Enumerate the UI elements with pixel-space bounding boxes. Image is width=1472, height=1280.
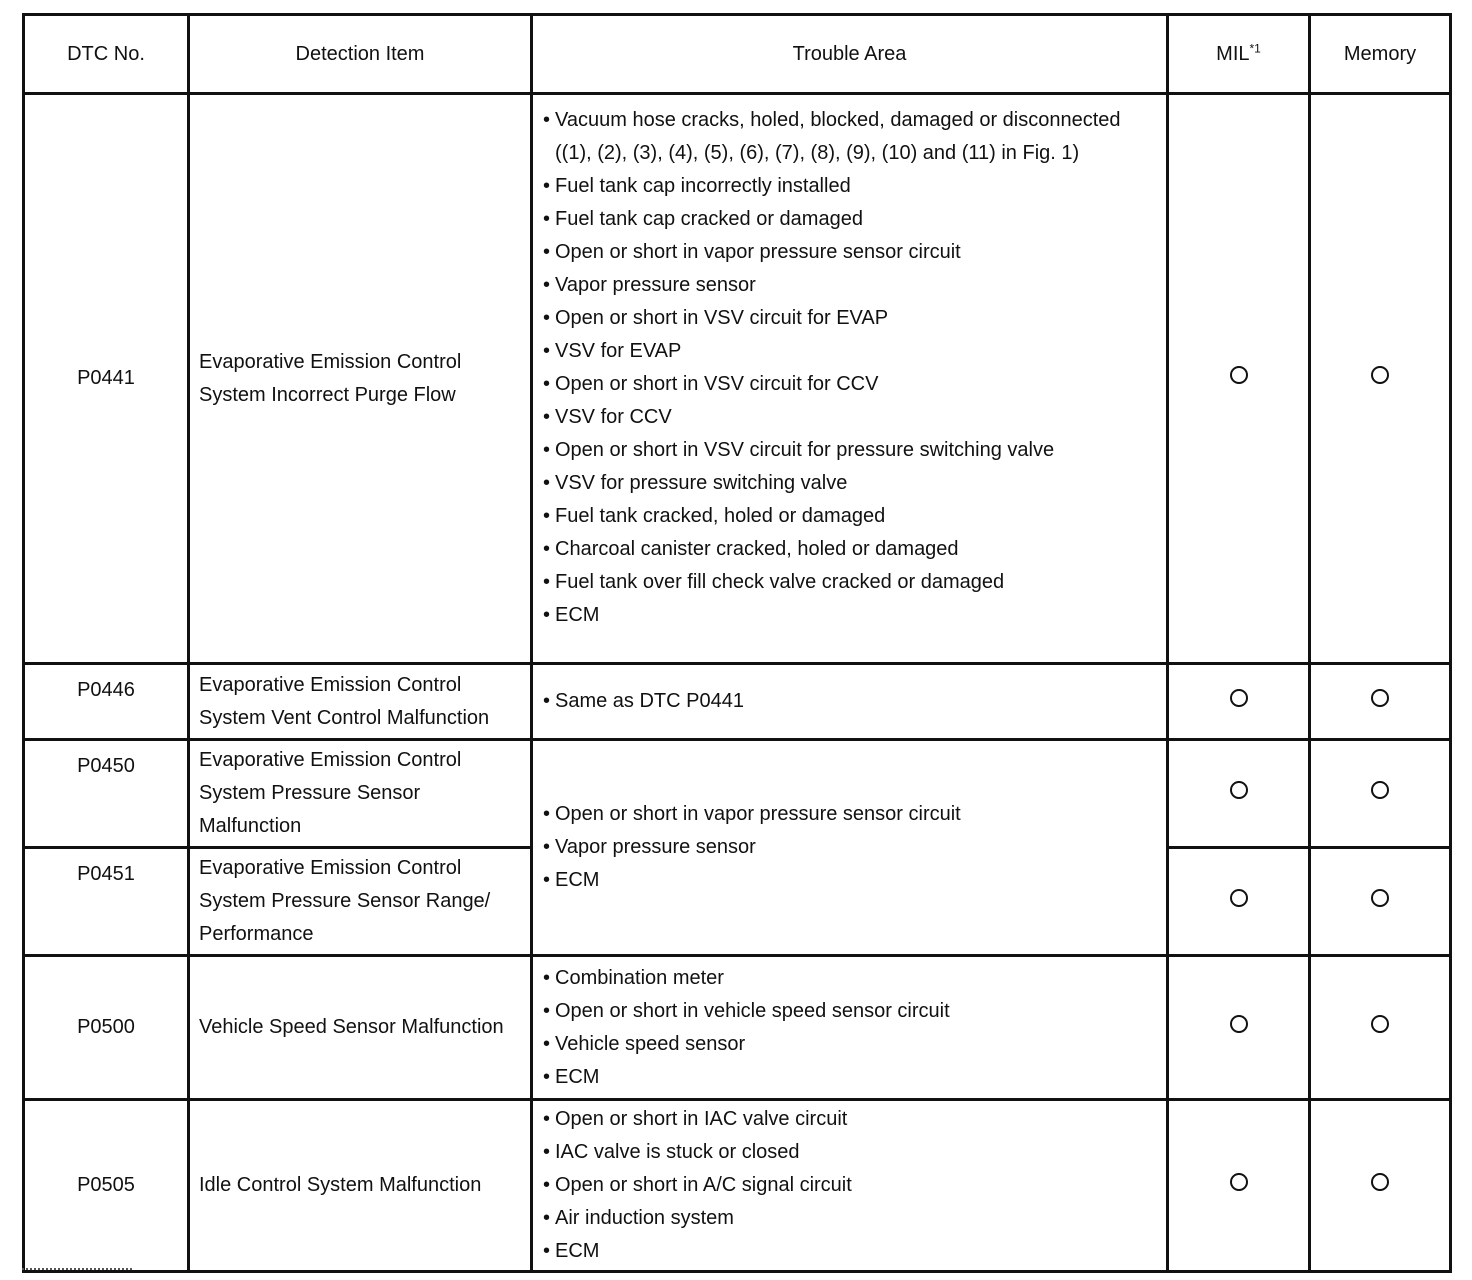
trouble-item: • Vacuum hose cracks, holed, blocked, damaged or disconnected ((1), (2), (3), (4), (5), (6), (7), (8), (9), (10) and (11) in Fig. 1) [543, 104, 1158, 170]
memory-cell [1310, 848, 1451, 956]
header-mil-footnote: *1 [1249, 40, 1261, 55]
trouble-item: • Vehicle speed sensor [543, 1028, 1158, 1061]
trouble-item: • ECM [543, 599, 1158, 632]
dtc-code: P0505 [24, 1100, 189, 1272]
mil-indicator-icon [1230, 366, 1248, 384]
trouble-list [543, 798, 1158, 897]
trouble-item: • Open or short in A/C signal circuit [543, 1169, 1158, 1202]
trouble-item: • Fuel tank cracked, holed or damaged [543, 500, 1158, 533]
header-row [24, 15, 1451, 94]
trouble-area [532, 1100, 1168, 1272]
trouble-item: • IAC valve is stuck or closed [543, 1136, 1158, 1169]
detection-item: Evaporative Emission Control System Pressure Sensor Range/ Performance [189, 848, 532, 956]
trouble-item: • Same as DTC P0441 [543, 685, 1158, 718]
mil-cell [1168, 848, 1310, 956]
header-mil [1168, 15, 1310, 94]
trouble-area [532, 956, 1168, 1100]
trouble-item: • VSV for EVAP [543, 335, 1158, 368]
trouble-item: • Open or short in vehicle speed sensor circuit [543, 995, 1158, 1028]
mil-indicator-icon [1230, 889, 1248, 907]
mil-indicator-icon [1230, 1173, 1248, 1191]
detection-item: Evaporative Emission Control System Incorrect Purge Flow [189, 94, 532, 664]
trouble-item: • Air induction system [543, 1202, 1158, 1235]
trouble-item: • Combination meter [543, 962, 1158, 995]
mil-cell [1168, 740, 1310, 848]
trouble-list [543, 104, 1158, 632]
trouble-item: • ECM [543, 1235, 1158, 1268]
memory-cell [1310, 740, 1451, 848]
memory-indicator-icon [1371, 781, 1389, 799]
trouble-item: • Open or short in VSV circuit for CCV [543, 368, 1158, 401]
header-detection-item: Detection Item [189, 15, 532, 94]
detection-item: Evaporative Emission Control System Vent Control Malfunction [189, 664, 532, 740]
trouble-item: • Fuel tank cap incorrectly installed [543, 170, 1158, 203]
trouble-area [532, 664, 1168, 740]
trouble-item: • Open or short in VSV circuit for pressure switching valve [543, 434, 1158, 467]
table-row [24, 94, 1451, 664]
trouble-item: • VSV for CCV [543, 401, 1158, 434]
header-dtc-no: DTC No. [24, 15, 189, 94]
trouble-item: • VSV for pressure switching valve [543, 467, 1158, 500]
trouble-item: • ECM [543, 1061, 1158, 1094]
detection-item: Idle Control System Malfunction [189, 1100, 532, 1272]
trouble-item: • Vapor pressure sensor [543, 269, 1158, 302]
table-row [24, 664, 1451, 740]
trouble-item: • Open or short in VSV circuit for EVAP [543, 302, 1158, 335]
trouble-item: • Charcoal canister cracked, holed or damaged [543, 533, 1158, 566]
trouble-area [532, 740, 1168, 956]
dtc-code: P0450 [24, 740, 189, 848]
mil-cell [1168, 664, 1310, 740]
detection-item: Vehicle Speed Sensor Malfunction [189, 956, 532, 1100]
mil-indicator-icon [1230, 689, 1248, 707]
mil-indicator-icon [1230, 1015, 1248, 1033]
dtc-code: P0441 [24, 94, 189, 664]
detection-item: Evaporative Emission Control System Pressure Sensor Malfunction [189, 740, 532, 848]
header-trouble-area: Trouble Area [532, 15, 1168, 94]
header-memory: Memory [1310, 15, 1451, 94]
memory-cell [1310, 94, 1451, 664]
header-mil-label: MIL [1216, 42, 1250, 65]
trouble-item: • Vapor pressure sensor [543, 831, 1158, 864]
trouble-area [532, 94, 1168, 664]
memory-cell [1310, 956, 1451, 1100]
memory-indicator-icon [1371, 366, 1389, 384]
trouble-item: • ECM [543, 864, 1158, 897]
mil-cell [1168, 94, 1310, 664]
trouble-list [543, 962, 1158, 1094]
memory-cell [1310, 664, 1451, 740]
footnote-divider [22, 1268, 132, 1274]
memory-indicator-icon [1371, 1015, 1389, 1033]
dtc-code: P0451 [24, 848, 189, 956]
memory-indicator-icon [1371, 889, 1389, 907]
trouble-item: • Fuel tank cap cracked or damaged [543, 203, 1158, 236]
mil-cell [1168, 956, 1310, 1100]
table-row [24, 956, 1451, 1100]
mil-indicator-icon [1230, 781, 1248, 799]
table-row [24, 740, 1451, 848]
memory-indicator-icon [1371, 1173, 1389, 1191]
trouble-item: • Open or short in IAC valve circuit [543, 1103, 1158, 1136]
trouble-item: • Open or short in vapor pressure sensor circuit [543, 798, 1158, 831]
dtc-code: P0500 [24, 956, 189, 1100]
mil-cell [1168, 1100, 1310, 1272]
dtc-table [22, 13, 1452, 1273]
trouble-item: • Open or short in vapor pressure sensor circuit [543, 236, 1158, 269]
trouble-item: • Fuel tank over fill check valve cracked or damaged [543, 566, 1158, 599]
memory-cell [1310, 1100, 1451, 1272]
trouble-list [543, 685, 1158, 718]
dtc-code: P0446 [24, 664, 189, 740]
table-row [24, 1100, 1451, 1272]
memory-indicator-icon [1371, 689, 1389, 707]
trouble-list [543, 1103, 1158, 1268]
